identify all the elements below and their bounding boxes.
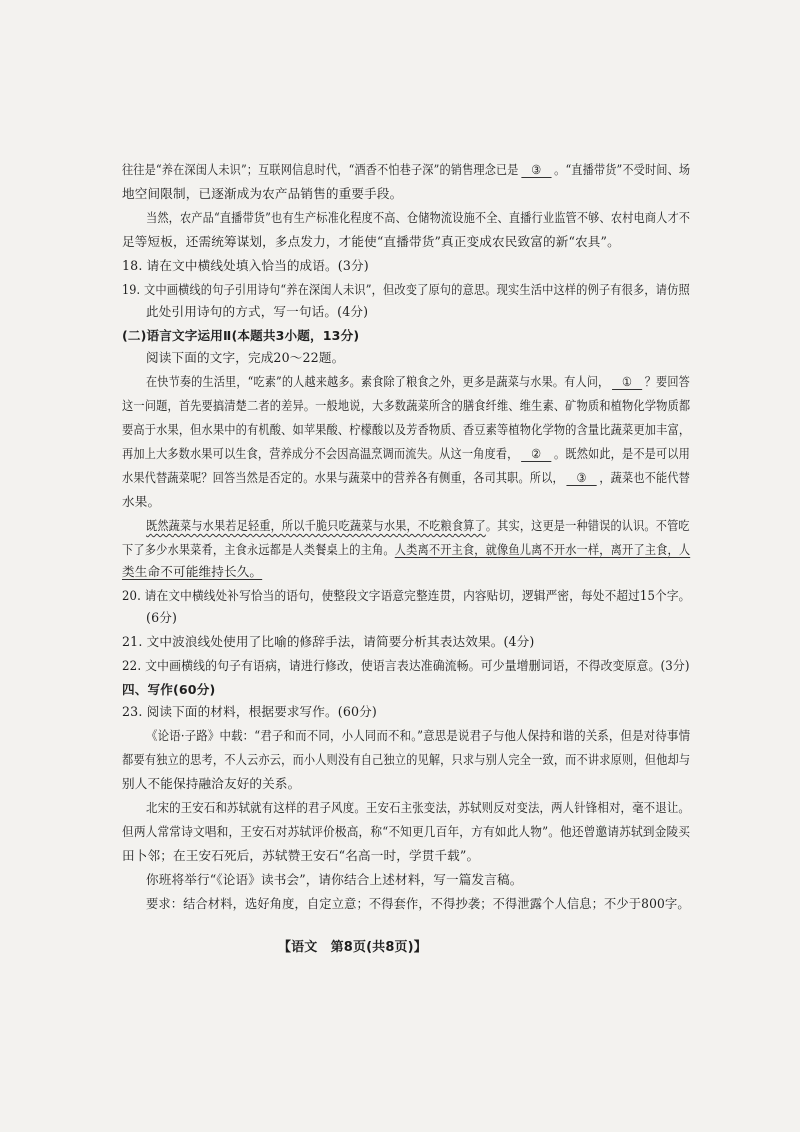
passage1-line: 当然，农产品“直播带货”也有生产标准化程度不高、仓储物流设施不全、直播行业监管不够、农村电商人才不: [146, 210, 691, 225]
material-line: 《论语·子路》中载：“君子和而不同，小人同而不和。”意思是说君子与他人保持和谐的关系，但是对待事情: [146, 728, 691, 743]
passage2-line: [122, 542, 690, 558]
question-22: 22. 文中画横线的句子有语病，请进行修改，使语言表达准确流畅。可少量增删词语，不得改变原意。(3分): [122, 658, 690, 673]
wavy-underlined-sentence: 既然蔬菜与水果若足轻重，所以千脆只吃蔬菜与水果，不吃粮食算了: [146, 518, 486, 533]
blank-2: ②: [521, 447, 551, 462]
passage-text: 在快节奏的生活里，“吃素”的人越来越多。素食除了粮食之外，更多是蔬菜与水果。有人问，: [146, 374, 610, 389]
material-line: 别人不能保持融洽友好的关系。: [122, 776, 301, 791]
question-20: 20. 请在文中横线处补写恰当的语句，使整段文字语意完整连贯，内容贴切，逻辑严密，每处不超过15个字。: [122, 588, 691, 603]
question-21: 21. 文中波浪线处使用了比喻的修辞手法，请简要分析其表达效果。(4分): [122, 634, 535, 649]
question-18: 18. 请在文中横线处填入恰当的成语。(3分): [122, 258, 369, 273]
passage2-line: [146, 374, 690, 390]
passage1-line: [122, 162, 690, 178]
page-footer: 【语文 第8页(共8页)】: [278, 940, 427, 955]
material-line: 田卜邻；在王安石死后，苏轼赞王安石“名高一时，学贯千载”。: [122, 848, 480, 863]
passage2-line: 要高于水果，但水果中的有机酸、如苹果酸、柠檬酸以及芳香物质、香豆素等植物化学物的含量比蔬菜更加丰富，: [122, 422, 691, 437]
section-heading-2: (二)语言文字运用Ⅱ(本题共3小题，13分): [122, 328, 360, 343]
question-20-cont: (6分): [146, 610, 178, 625]
requirements-line: 要求：结合材料，选好角度，自定立意；不得套作，不得抄袭；不得泄露个人信息；不少于800字。: [146, 896, 690, 911]
passage-text: ，蔬菜也不能代替: [599, 470, 690, 485]
passage2-line: [122, 446, 690, 462]
passage-text: 下了多少水果菜肴，主食永远都是人类餐桌上的主角。: [122, 542, 395, 557]
passage-text: 。其实，这更是一种错误的认识。不管吃: [485, 518, 690, 533]
passage-text: ？要回答: [644, 374, 690, 389]
blank-1: ①: [612, 375, 642, 390]
question-23: 23. 阅读下面的材料，根据要求写作。(60分): [122, 704, 377, 719]
passage2-line: [122, 470, 690, 486]
material-line: 但两人常常诗文唱和，王安石对苏轼评价极高，称“不知更几百年，方有如此人物”。他还曾邀请苏轼到金陵买: [122, 824, 691, 839]
passage2-line: [146, 518, 690, 534]
question-19: 19. 文中画横线的句子引用诗句“养在深闺人未识”，但改变了原句的意思。现实生活中这样的例子有很多，请仿照: [122, 282, 690, 297]
passage-text: 水果代替蔬菜呢？回答当然是否定的。水果与蔬菜中的营养各有侧重，各司其职。所以，: [122, 470, 564, 485]
passage-text: 。“直播带货”不受时间、场: [554, 162, 691, 177]
passage2-line: 这一问题，首先要搞清楚二者的差异。一般地说，大多数蔬菜所含的膳食纤维、维生素、矿物质和植物化学物质都: [122, 398, 691, 413]
blank-3: ③: [566, 471, 596, 486]
underlined-sentence: 类生命不可能维持长久。: [122, 564, 263, 579]
section-heading-4: 四、写作(60分): [122, 682, 216, 697]
passage2-line: 水果。: [122, 494, 161, 509]
blank-3: ③: [521, 163, 551, 178]
instruction-2: 阅读下面的文字，完成20～22题。: [146, 350, 345, 365]
question-19-cont: 此处引用诗句的方式，写一句话。(4分): [146, 304, 369, 319]
underlined-sentence: 人类离不开主食，就像鱼儿离不开水一样，离开了主食，人: [394, 542, 691, 557]
passage-text: 往往是“养在深闺人未识”；互联网信息时代，“酒香不怕巷子深”的销售理念已是: [122, 162, 519, 177]
passage-text: 。既然如此，是不是可以用: [554, 446, 690, 461]
passage1-line: 地空间限制，已逐渐成为农产品销售的重要手段。: [122, 186, 403, 201]
material-line: 北宋的王安石和苏轼就有这样的君子风度。王安石主张变法，苏轼则反对变法，两人针锋相对，毫不退让。: [146, 800, 690, 815]
material-line: 都要有独立的思考，不人云亦云，而小人则没有自己独立的见解，只求与别人完全一致，而不讲求原则，但他却与: [122, 752, 691, 767]
passage2-line: [122, 564, 262, 580]
passage-text: 再加上大多数水果可以生食，营养成分不会因高温烹调而流失。从这一角度看，: [122, 446, 519, 461]
passage1-line: 足等短板，还需统筹谋划，多点发力，才能使“直播带货”真正变成农民致富的新“农具”。: [122, 234, 620, 249]
task-line: 你班将举行“《论语》读书会”，请你结合上述材料，写一篇发言稿。: [146, 872, 523, 887]
